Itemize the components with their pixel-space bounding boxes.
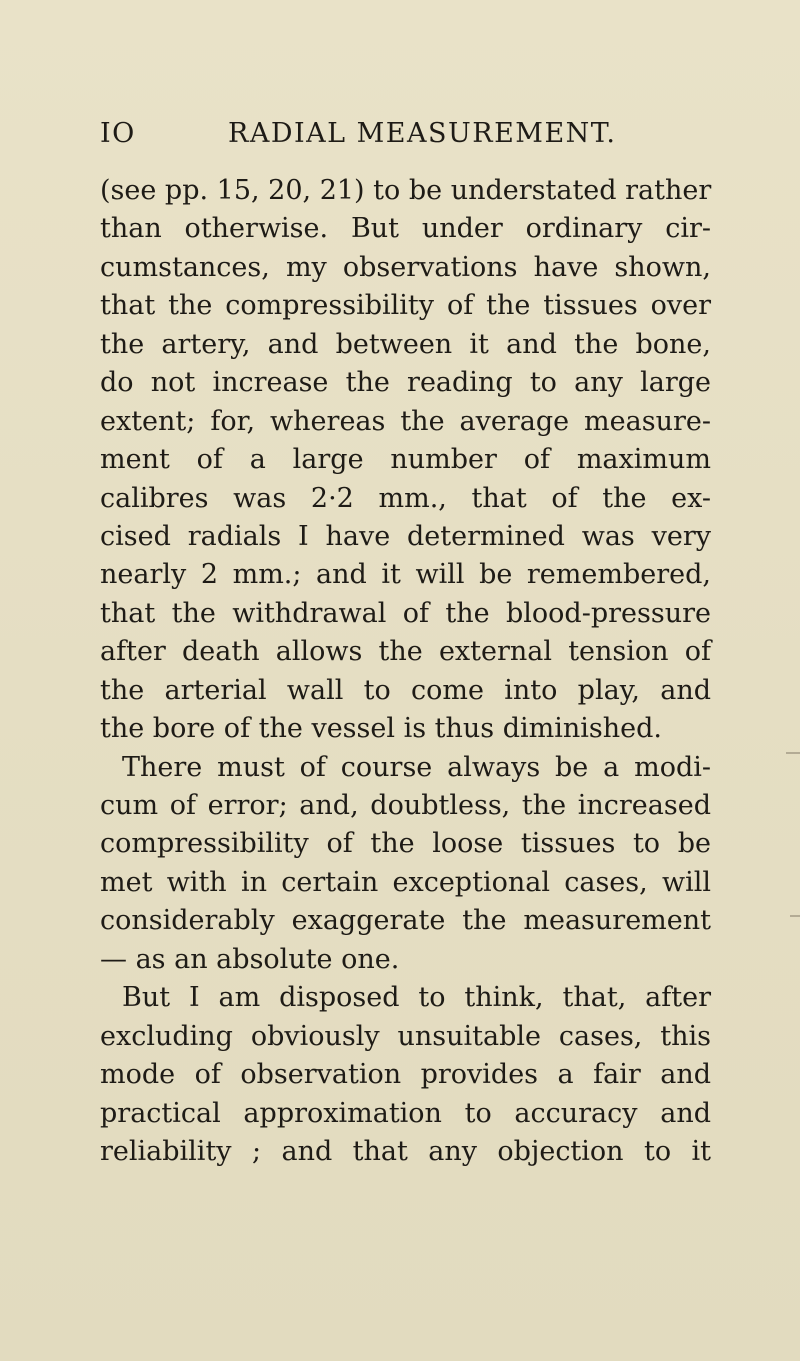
text-line: — as an absolute one. (100, 943, 400, 975)
page-edge-mark (790, 915, 800, 917)
text-line: practical approximation to accuracy and (100, 1097, 711, 1129)
text-line: But I am disposed to think, that, after (122, 982, 711, 1014)
text-line: compressibility of the loose tissues to be (100, 828, 711, 860)
text-line: met with in certain exceptional cases, will (100, 866, 711, 898)
text-line: calibres was 2·2 mm., that of the ex- (100, 482, 711, 514)
text-line: that the compressibility of the tissues over (100, 290, 711, 322)
text-line: reliability ; and that any objection to it (100, 1135, 711, 1167)
text-line: cum of error; and, doubtless, the increased (100, 790, 711, 821)
text-line: do not increase the reading to any large (100, 367, 711, 399)
text-line: after death allows the external tension of (100, 636, 711, 668)
running-head: RADIAL MEASUREMENT. (228, 118, 617, 149)
text-line: mode of observation provides a fair and (100, 1059, 711, 1091)
text-line: the artery, and between it and the bone, (100, 328, 711, 360)
text-line: the arterial wall to come into play, and (100, 674, 711, 706)
text-line: considerably exaggerate the measurement (100, 905, 711, 937)
text-line: that the withdrawal of the blood-pressure (100, 597, 711, 629)
text-line: excluding obviously unsuitable cases, this (100, 1020, 711, 1052)
text-line: (see pp. 15, 20, 21) to be understated rather (100, 175, 712, 206)
page-number: IO (100, 118, 136, 149)
body-text (100, 172, 711, 1171)
text-line: cumstances, my observations have shown, (100, 251, 711, 283)
text-line: There must of course always be a modi- (122, 751, 711, 783)
text-line: cised radials I have determined was very (100, 520, 711, 552)
text-line: extent; for, whereas the average measure- (100, 405, 711, 437)
page-header (100, 118, 710, 158)
page-edge-mark (786, 752, 800, 754)
text-line: than otherwise. But under ordinary cir- (100, 213, 711, 245)
text-line: the bore of the vessel is thus diminished. (100, 713, 662, 745)
text-line: nearly 2 mm.; and it will be remembered, (100, 559, 711, 591)
text-line: ment of a large number of maximum (100, 444, 711, 476)
